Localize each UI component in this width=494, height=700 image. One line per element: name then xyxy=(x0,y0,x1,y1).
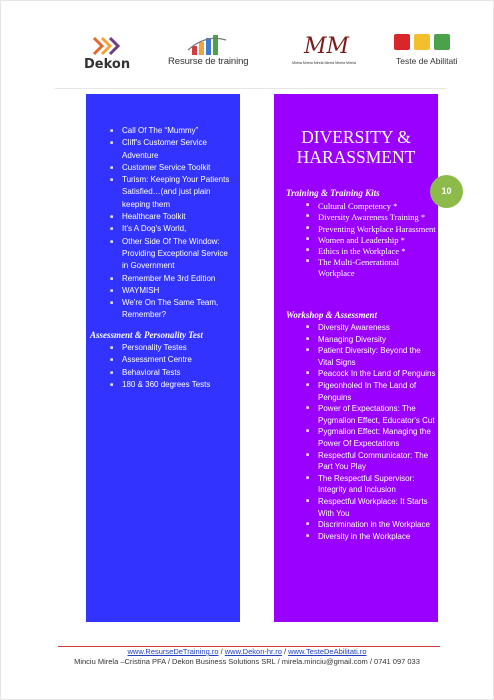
list-item: ■ Patient Diversity: Beyond the Vital Signs xyxy=(318,345,436,368)
list-item: ■ Healthcare Toolkit xyxy=(122,211,234,223)
list-item: ■ Customer Service Toolkit xyxy=(122,162,234,174)
footer-links xyxy=(0,647,494,656)
list-item: ■ Preventing Workplace Harassment xyxy=(318,224,436,235)
header-divider xyxy=(55,88,447,89)
page-number-badge: 10 xyxy=(430,175,463,208)
list-item: ■ Power of Expectations: The Pygmalion Effect, Educator's Cut xyxy=(318,403,436,426)
list-item: ■ We're On The Same Team, Remember? xyxy=(122,297,234,322)
mm-logo xyxy=(282,34,362,78)
list-item: ■ Remember Me 3rd Edition xyxy=(122,273,234,285)
footer-separator: / xyxy=(281,647,289,656)
list-item: ■ Turism: Keeping Your Patients Satisfied…(and just plain keeping them xyxy=(122,174,234,211)
list-item: ■ Diversity in the Workplace xyxy=(318,531,436,543)
left-panel xyxy=(86,94,240,622)
panel-title: DIVERSITY & HARASSMENT xyxy=(296,127,416,167)
list-item: ■ Pigeonholed In The Land of Penguins xyxy=(318,380,436,403)
dekon-hr-link[interactable]: www.Dekon-hr.ro xyxy=(224,647,282,656)
list-item: ■ Diversity Awareness Training * xyxy=(318,212,436,223)
resurse-de-training-text: Resurse de training xyxy=(168,56,249,67)
dekon-logo xyxy=(84,36,144,74)
list-item: ■ Respectful Communicator: The Part You Play xyxy=(318,450,436,473)
teste-de-abilitati-logo xyxy=(392,34,460,70)
list-item: ■ The Multi-Generational Workplace xyxy=(318,257,436,279)
list-item: ■ Other Side Of The Window: Providing Exceptional Service in Government xyxy=(122,236,234,273)
list-item: ■ Cliff's Customer Service Adventure xyxy=(122,137,234,162)
list-item: ■ Diversity Awareness xyxy=(318,322,436,334)
training-section-title: Training & Training Kits xyxy=(286,188,380,198)
dekon-chevron-icon xyxy=(92,36,120,56)
list-item: ■ Behavioral Tests xyxy=(122,367,234,379)
teste-de-abilitati-link[interactable]: www.TesteDeAbilitati.ro xyxy=(288,647,367,656)
bar-chart-logo-icon xyxy=(186,34,246,56)
footer-separator: / xyxy=(218,647,225,656)
green-square-icon xyxy=(434,34,450,50)
footer-contact: Minciu Mirela –Cristina PFA / Dekon Business Solutions SRL / mirela.minciu@gmail.com / 0741 097 033 xyxy=(74,657,420,666)
list-item: ■ Cultural Competency * xyxy=(318,201,436,212)
right-panel xyxy=(274,94,438,622)
left-course-list xyxy=(122,125,234,322)
workshop-list xyxy=(318,322,436,542)
yellow-square-icon xyxy=(414,34,430,50)
list-item: ■ Ethics in the Workplace * xyxy=(318,246,436,257)
training-kit-list xyxy=(318,201,436,280)
workshop-section-title: Workshop & Assessment xyxy=(286,310,378,320)
list-item: ■ Respectful Workplace: It Starts With You xyxy=(318,496,436,519)
list-item: ■ Discrimination in the Workplace xyxy=(318,519,436,531)
teste-de-abilitati-text: Teste de Abilitati xyxy=(396,56,458,66)
list-item: ■ The Respectful Supervisor: Integrity and Inclusion xyxy=(318,473,436,496)
mm-logo-subtitle: Mirela Mirela Mirela Mirela Mirela Mirela xyxy=(292,61,356,65)
list-item: ■ Women and Leadership * xyxy=(318,235,436,246)
dekon-logo-text: Dekon xyxy=(84,57,131,72)
list-item: ■ Managing Diversity xyxy=(318,334,436,346)
list-item: ■ Peacock In the Land of Penguins xyxy=(318,368,436,380)
list-item: ■ 180 & 360 degrees Tests xyxy=(122,379,234,391)
list-item: ■ Personality Testes xyxy=(122,342,234,354)
list-item: ■ Assessment Centre xyxy=(122,354,234,366)
list-item: ■ It's A Dog's World, xyxy=(122,223,234,235)
mm-logo-script: MM xyxy=(304,34,350,59)
red-square-icon xyxy=(394,34,410,50)
resurse-de-training-link[interactable]: www.ResurseDeTraining.ro xyxy=(127,647,219,656)
list-item: ■ WAYMISH xyxy=(122,285,234,297)
list-item: ■ Call Of The “Mummy” xyxy=(122,125,234,137)
resurse-de-training-logo xyxy=(168,34,264,70)
assessment-list xyxy=(122,342,234,391)
list-item: ■ Pygmalion Effect: Managing the Power Of Expectations xyxy=(318,426,436,449)
assessment-section-title: Assessment & Personality Test xyxy=(90,330,203,340)
